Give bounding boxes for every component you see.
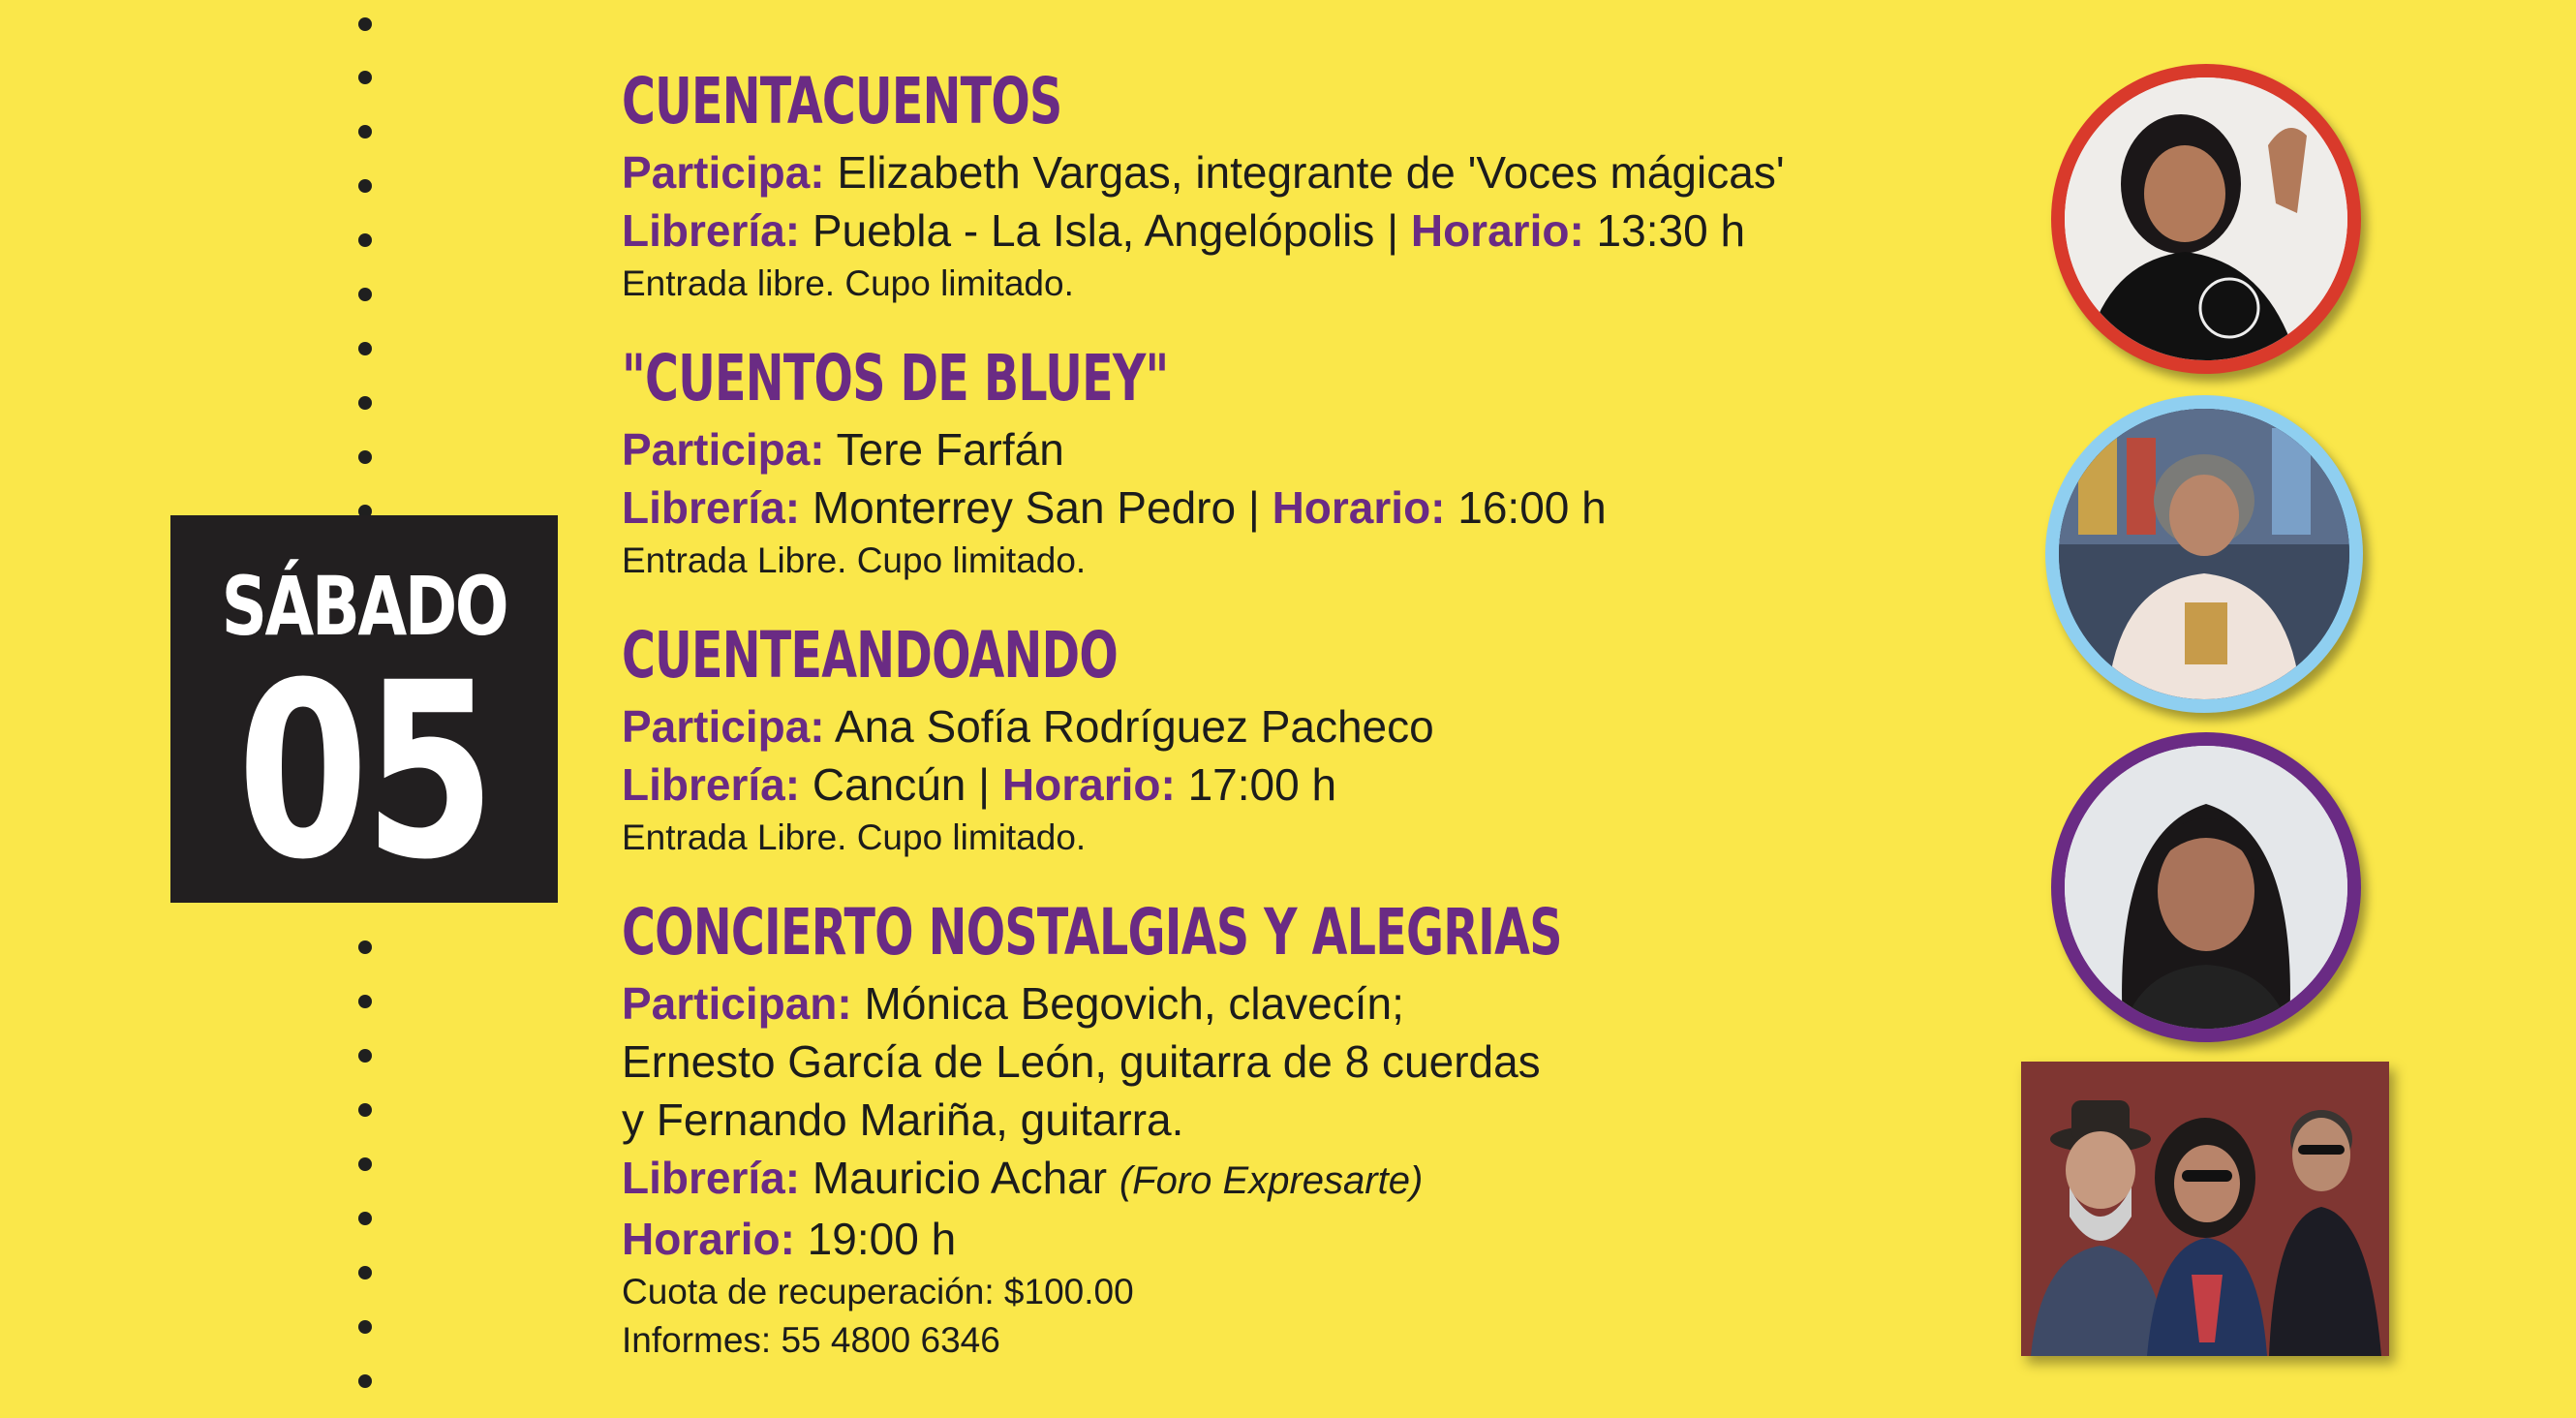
separator: | bbox=[978, 759, 1002, 810]
person-silhouette-icon bbox=[2059, 409, 2349, 699]
photo-ana-sofia-image bbox=[2065, 746, 2347, 1029]
event-title: CONCIERTO NOSTALGIAS Y ALEGRIAS bbox=[622, 895, 1562, 970]
horario-label: Horario: bbox=[1410, 205, 1584, 256]
timeline-dot bbox=[358, 1266, 372, 1279]
participa-label: Participa: bbox=[622, 424, 825, 475]
event-libreria bbox=[622, 478, 1607, 537]
timeline-dot bbox=[358, 288, 372, 301]
timeline-dot bbox=[358, 995, 372, 1008]
event-concierto bbox=[622, 895, 1927, 1365]
event-participa-line2: Ernesto García de León, guitarra de 8 cuerdas bbox=[622, 1036, 1541, 1087]
timeline-dot bbox=[358, 1049, 372, 1063]
libreria-label: Librería: bbox=[622, 759, 801, 810]
timeline-dot bbox=[358, 450, 372, 464]
horario-value: 19:00 h bbox=[794, 1214, 957, 1264]
libreria-value: Puebla - La Isla, Angelópolis bbox=[800, 205, 1388, 256]
photo-tere-farfan-image bbox=[2059, 409, 2349, 699]
participa-value: Elizabeth Vargas, integrante de 'Voces mágicas' bbox=[824, 147, 1785, 198]
horario-value: 13:30 h bbox=[1583, 205, 1746, 256]
timeline-dot bbox=[358, 71, 372, 84]
libreria-value: Monterrey San Pedro bbox=[800, 482, 1248, 533]
event-participa-line3: y Fernando Mariña, guitarra. bbox=[622, 1094, 1184, 1145]
participa-label: Participa: bbox=[622, 147, 825, 198]
participa-label: Participa: bbox=[622, 701, 825, 752]
timeline-dot bbox=[358, 233, 372, 247]
event-title: "CUENTOS DE BLUEY" bbox=[622, 341, 1169, 416]
libreria-label: Librería: bbox=[622, 1153, 801, 1203]
participa-value: Ana Sofía Rodríguez Pacheco bbox=[824, 701, 1434, 752]
horario-value: 17:00 h bbox=[1175, 759, 1337, 810]
event-cuenteandoando bbox=[622, 618, 1434, 862]
photo-tere-farfan bbox=[2045, 395, 2363, 713]
libreria-extra: (Foro Expresarte) bbox=[1119, 1159, 1424, 1202]
timeline-dot bbox=[358, 1320, 372, 1334]
event-note-informes: Informes: 55 4800 6346 bbox=[622, 1320, 1000, 1360]
libreria-label: Librería: bbox=[622, 205, 801, 256]
event-libreria bbox=[622, 201, 1785, 260]
horario-label: Horario: bbox=[622, 1214, 795, 1264]
weekday-label: SÁBADO bbox=[221, 559, 507, 654]
photo-elizabeth-vargas-image bbox=[2065, 77, 2347, 360]
photo-ana-sofia bbox=[2051, 732, 2361, 1042]
horario-label: Horario: bbox=[1272, 482, 1446, 533]
event-libreria bbox=[622, 1149, 1927, 1210]
timeline-dot bbox=[358, 125, 372, 139]
horario-value: 16:00 h bbox=[1445, 482, 1607, 533]
timeline-dot bbox=[358, 1374, 372, 1388]
event-note: Entrada libre. Cupo limitado. bbox=[622, 263, 1074, 303]
person-silhouette-icon bbox=[2065, 77, 2347, 360]
libreria-label: Librería: bbox=[622, 482, 801, 533]
libreria-value: Mauricio Achar bbox=[800, 1153, 1119, 1203]
event-participa bbox=[622, 697, 1434, 755]
event-title: CUENTEANDOANDO bbox=[622, 618, 1118, 693]
event-horario bbox=[622, 1210, 1927, 1268]
date-box bbox=[170, 515, 558, 912]
timeline-dot bbox=[358, 1157, 372, 1171]
participa-value: Tere Farfán bbox=[824, 424, 1064, 475]
group-photo-icon bbox=[2021, 1062, 2389, 1356]
participa-label: Participan: bbox=[622, 978, 852, 1029]
person-silhouette-icon bbox=[2065, 746, 2347, 1029]
timeline-dot bbox=[358, 342, 372, 355]
timeline-dot bbox=[358, 940, 372, 954]
event-note: Entrada Libre. Cupo limitado. bbox=[622, 817, 1087, 857]
photo-elizabeth-vargas bbox=[2051, 64, 2361, 374]
timeline-dot bbox=[358, 1103, 372, 1117]
photo-concert-group bbox=[2021, 1062, 2389, 1356]
event-libreria bbox=[622, 755, 1434, 814]
separator: | bbox=[1247, 482, 1273, 533]
horario-label: Horario: bbox=[1001, 759, 1176, 810]
separator: | bbox=[1387, 205, 1411, 256]
event-participa bbox=[622, 974, 1927, 1033]
event-participa bbox=[622, 143, 1785, 201]
timeline-dot bbox=[358, 17, 372, 31]
timeline-dot bbox=[358, 179, 372, 193]
timeline-dot bbox=[358, 1212, 372, 1225]
event-title: CUENTACUENTOS bbox=[622, 64, 1062, 139]
event-note: Cuota de recuperación: $100.00 bbox=[622, 1272, 1134, 1311]
day-number: 05 bbox=[236, 631, 492, 912]
event-note: Entrada Libre. Cupo limitado. bbox=[622, 540, 1087, 580]
libreria-value: Cancún bbox=[800, 759, 979, 810]
event-participa bbox=[622, 420, 1607, 478]
timeline-dot bbox=[358, 396, 372, 410]
event-cuentacuentos bbox=[622, 64, 1785, 308]
participa-value: Mónica Begovich, clavecín; bbox=[851, 978, 1404, 1029]
event-cuentos-de-bluey bbox=[622, 341, 1607, 585]
